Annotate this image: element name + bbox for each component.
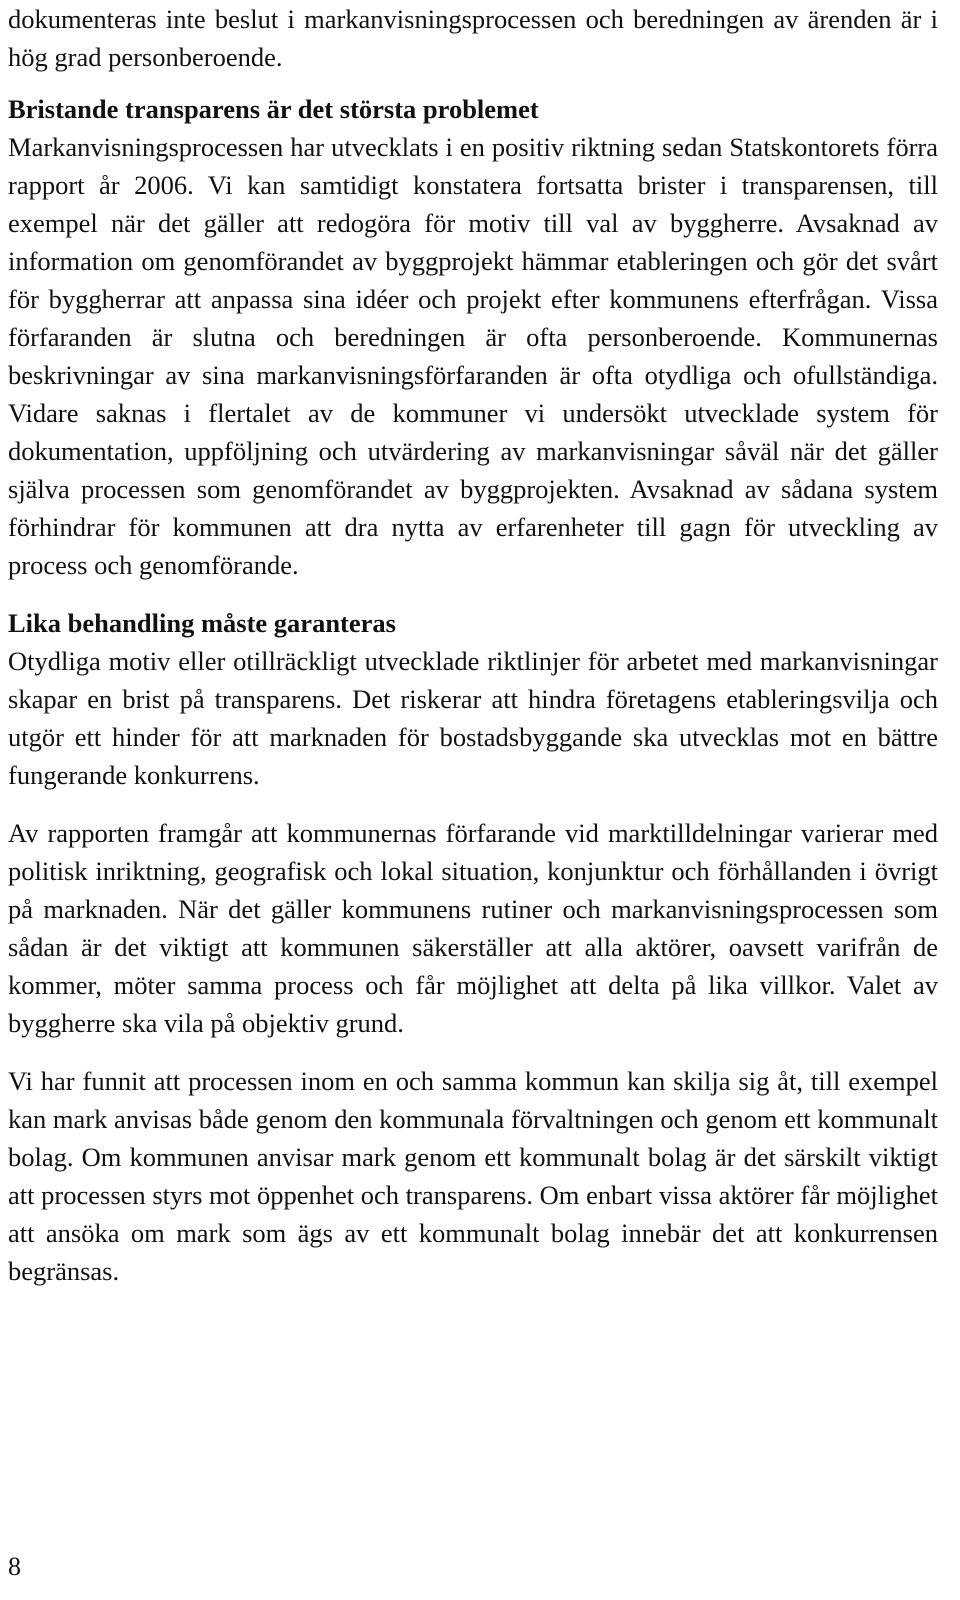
intro-paragraph: dokumenteras inte beslut i markanvisningsprocessen och beredningen av ärenden är i hög grad personberoende. xyxy=(8,4,938,72)
paragraph-equal-treatment-3: Vi har funnit att processen inom en och samma kommun kan skilja sig åt, till exempel kan mark anvisas både genom den kommunala förvaltningen och genom ett kommunalt bolag. Om kommunen anvisar mark genom ett kommunalt bolag är det särskilt viktigt att processen styrs mot öppenhet och transparens. Om enbart vissa aktörer får möjlighet att ansöka om mark som ägs av ett kommunalt bolag innebär det att konkurrensen begränsas. xyxy=(8,1066,938,1286)
page-number: 8 xyxy=(8,1552,21,1581)
section-heading-transparency: Bristande transparens är det största problemet xyxy=(8,94,539,124)
paragraph-equal-treatment-1: Otydliga motiv eller otillräckligt utvecklade riktlinjer för arbetet med markanvisningar skapar en brist på transparens. Det riskerar att hindra företagens etableringsvilja och utgör ett hinder för att marknaden för bostadsbyggande ska utvecklas mot en bättre fungerande konkurrens. xyxy=(8,646,938,790)
document-page xyxy=(8,0,938,1290)
section-heading-equal-treatment: Lika behandling måste garanteras xyxy=(8,608,396,638)
paragraph-equal-treatment-2: Av rapporten framgår att kommunernas förfarande vid marktilldelningar varierar med politisk inriktning, geografisk och lokal situation, konjunktur och förhållanden i övrigt på marknaden. När det gäller kommunens rutiner och markanvisningsprocessen som sådan är det viktigt att kommunen säkerställer att alla aktörer, oavsett varifrån de kommer, möter samma process och får möjlighet att delta på lika villkor. Valet av byggherre ska vila på objektiv grund. xyxy=(8,818,938,1038)
paragraph-transparency: Markanvisningsprocessen har utvecklats i en positiv riktning sedan Statskontorets förra rapport år 2006. Vi kan samtidigt konstatera fortsatta brister i transparensen, till exempel när det gäller att redogöra för motiv till val av byggherre. Avsaknad av information om genomförandet av byggprojekt hämmar etableringen och gör det svårt för byggherrar att anpassa sina idéer och projekt efter kommunens efterfrågan. Vissa förfaranden är slutna och beredningen är ofta personberoende. Kommunernas beskrivningar av sina markanvisningsförfaranden är ofta otydliga och ofullständiga. Vidare saknas i flertalet av de kommuner vi undersökt utvecklade system för dokumentation, uppföljning och utvärdering av markanvisningar såväl när det gäller själva processen som genomförandet av byggprojekten. Avsaknad av sådana system förhindrar för kommunen att dra nytta av erfarenheter till gagn för utveckling av process och genomförande. xyxy=(8,132,938,580)
